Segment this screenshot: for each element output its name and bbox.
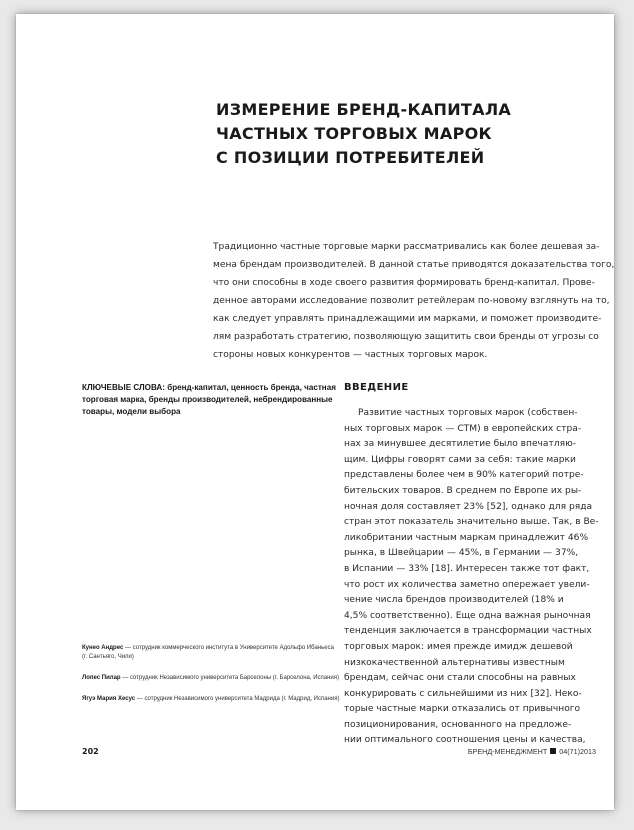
body-line: Развитие частных торговых марок (собствен- (358, 408, 578, 418)
abstract-line: стороны новых конкурентов — частных торговых марок. (213, 350, 488, 360)
abstract-line: Традиционно частные торговые марки рассматривались как более дешевая за- (213, 242, 600, 252)
body-line: в Испании — 33% [18]. Интересен также тот факт, (344, 563, 590, 574)
body-line: щим. Цифры говорят сами за себя: такие марки (344, 454, 576, 465)
body-line: ночная доля составляет 23% [52], однако для ряда (344, 501, 593, 512)
author-name: Лопес Пилар (82, 675, 121, 681)
body-line: чение числа брендов производителей (18% и (344, 595, 564, 606)
author-affiliation-cont: (г. Сантьяго, Чили) (82, 654, 134, 660)
abstract-line: лям разработать стратегию, позволяющую защитить свои бренды от угрозы со (213, 332, 599, 342)
body-line: ликобритании частным маркам принадлежит 46% (344, 532, 589, 543)
body-line: тенденция заключается в трансформации частных (344, 626, 592, 637)
body-line: низкокачественной альтернативы известным (344, 657, 565, 668)
title-line: ИЗМЕРЕНИЕ БРЕНД-КАПИТАЛА (216, 100, 512, 119)
author-entry (82, 674, 344, 683)
journal-page (16, 14, 614, 810)
abstract-line: как следует управлять принадлежащими им марками, и поможет производите- (213, 314, 602, 324)
keywords-line: торговая марка, бренды производителей, небрендированные (82, 395, 333, 404)
author-affiliation: — сотрудник коммерческого института в Университете Адольфо Ибаньеса (125, 645, 334, 651)
article-abstract (213, 238, 615, 364)
abstract-line: мена брендам производителей. В данной статье приводятся доказательства того, (213, 260, 615, 270)
section-heading-introduction: ВВЕДЕНИЕ (344, 382, 409, 393)
author-affiliation: — сотрудник Независимого университета Мадрида (г. Мадрид, Испания) (136, 696, 340, 702)
body-line: брендам, сейчас они стали способны на равных (344, 673, 576, 684)
title-line: ЧАСТНЫХ ТОРГОВЫХ МАРОК (216, 124, 492, 143)
body-line: нии оптимального соотношения цены и качества, (344, 735, 586, 746)
author-entry (82, 644, 344, 662)
introduction-body (344, 406, 600, 749)
body-line: что рост их количества заметно опережает увели- (344, 579, 590, 590)
journal-issue: 04(71)2013 (559, 747, 596, 756)
body-line: 4,5% соответственно). Еще одна важная рыночная (344, 610, 591, 621)
square-separator-icon (550, 748, 556, 754)
article-title (216, 98, 596, 170)
body-line: представлены более чем в 90% категорий потре- (344, 470, 584, 481)
body-line: стран этот показатель значительно выше. Так, в Ве- (344, 517, 599, 528)
body-line: бительских товаров. В среднем по Европе их ры- (344, 485, 582, 496)
body-line: нах за минувшее десятилетие было впечатляю- (344, 439, 577, 450)
author-affiliation: — сотрудник Независимого университета Барселоны (г. Барселона, Испания) (122, 675, 340, 681)
body-line: позиционирования, основанного на предложе- (344, 719, 572, 730)
body-line: торговых марок: имея прежде имидж дешевой (344, 641, 573, 652)
body-line: конкурировать с сильнейшими из них [32]. Неко- (344, 688, 582, 699)
journal-name: БРЕНД-МЕНЕДЖМЕНТ (467, 747, 548, 756)
keywords-block (82, 382, 342, 418)
keywords-line: КЛЮЧЕВЫЕ СЛОВА: бренд-капитал, ценность бренда, частная (82, 383, 336, 392)
author-name: Кунео Андрес (82, 645, 124, 651)
page-number: 202 (82, 747, 99, 756)
title-line: С ПОЗИЦИИ ПОТРЕБИТЕЛЕЙ (216, 148, 485, 167)
keywords-line: товары, модели выбора (82, 407, 181, 416)
body-line: торые частные марки отказались от привычного (344, 704, 581, 715)
authors-block (82, 644, 344, 716)
abstract-line: что они способны в ходе своего развития формировать бренд-капитал. Прове- (213, 278, 595, 288)
body-line: рынка, в Швейцарии — 45%, в Германии — 37%, (344, 548, 579, 559)
running-footer (468, 747, 596, 756)
abstract-line: денное авторами исследование позволит ретейлерам по-новому взглянуть на то, (213, 296, 610, 306)
author-entry (82, 695, 344, 704)
body-line: ных торговых марок — СТМ) в европейских стра- (344, 423, 582, 434)
author-name: Ягуэ Мария Хесус (82, 696, 136, 702)
